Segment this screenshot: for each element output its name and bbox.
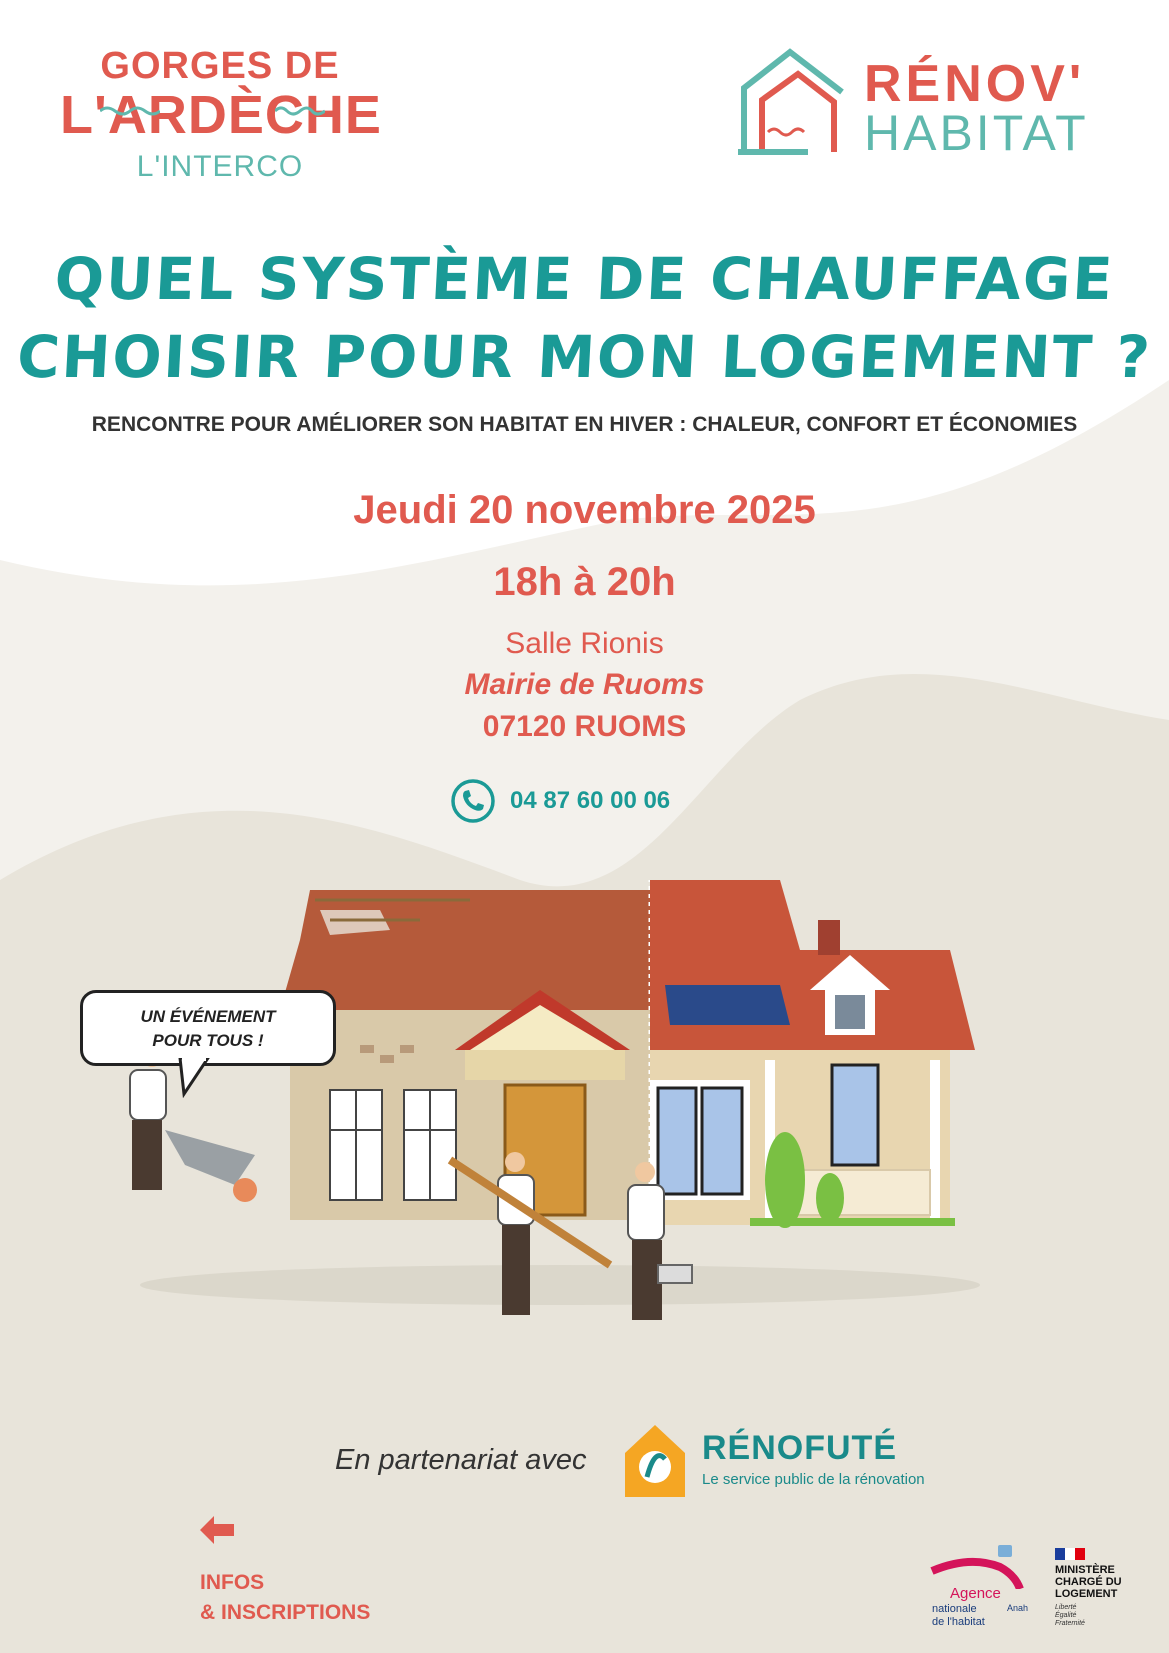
bubble-line2: POUR TOUS ! <box>152 1031 264 1050</box>
anah-swoosh-icon <box>930 1545 1030 1589</box>
ministry-name: MINISTÈRE CHARGÉ DU LOGEMENT <box>1055 1564 1122 1600</box>
anah-sub <box>932 1603 985 1629</box>
logo-left-line2 <box>60 87 380 143</box>
renov-habitat-logo <box>738 46 1108 161</box>
renofute-logo[interactable] <box>625 1425 925 1505</box>
ministry-logo <box>1055 1548 1165 1628</box>
phone-contact[interactable] <box>450 778 670 824</box>
logo-right-line1: RÉNOV' <box>864 55 1086 113</box>
anah-sub1: nationale <box>932 1603 977 1615</box>
infos-link[interactable] <box>200 1568 370 1628</box>
renofute-tagline: Le service public de la rénovation <box>702 1471 925 1488</box>
event-date: Jeudi 20 novembre 2025 <box>353 488 816 532</box>
page-subtitle: RENCONTRE POUR AMÉLIORER SON HABITAT EN HIVER : CHALEUR, CONFORT ET ÉCONOMIES <box>91 413 1078 436</box>
motto-1: Liberté <box>1055 1604 1077 1611</box>
motto-2: Égalité <box>1055 1612 1077 1619</box>
speech-bubble <box>80 990 336 1066</box>
event-time: 18h à 20h <box>493 560 676 604</box>
phone-number[interactable]: 04 87 60 00 06 <box>510 787 671 814</box>
renofute-house-icon <box>625 1425 685 1497</box>
motto-3: Fraternité <box>1055 1620 1085 1627</box>
interco-logo <box>60 45 380 187</box>
phone-icon <box>450 778 496 824</box>
partner-text: En partenariat avec <box>335 1444 587 1476</box>
wave-icon <box>100 105 160 117</box>
anah-short: Anah <box>1007 1603 1029 1613</box>
house-icon <box>738 46 848 158</box>
event-city: 07120 RUOMS <box>482 710 687 743</box>
bubble-tail <box>178 1058 218 1098</box>
logo-left-line2-text: L'ARDÈCHE <box>60 85 382 145</box>
event-venue: Salle Rionis <box>505 627 664 660</box>
title-line2: CHOISIR POUR MON LOGEMENT ? <box>15 323 1154 391</box>
wave-icon <box>275 105 325 117</box>
anah-name: Agence <box>950 1585 1001 1602</box>
infos-line2[interactable]: & INSCRIPTIONS <box>200 1601 371 1624</box>
flag-icon <box>1055 1548 1085 1560</box>
title-line1: QUEL SYSTÈME DE CHAUFFAGE <box>53 245 1116 313</box>
event-building: Mairie de Ruoms <box>464 668 705 701</box>
anah-sub2: de l'habitat <box>932 1616 985 1628</box>
renovation-illustration <box>90 880 1030 1400</box>
anah-logo <box>930 1545 1030 1635</box>
ministry-motto <box>1055 1604 1165 1628</box>
bubble-line1: UN ÉVÉNEMENT <box>140 1007 276 1026</box>
logo-left-line1: GORGES DE <box>100 45 340 87</box>
infos-line1[interactable]: INFOS <box>200 1571 265 1594</box>
renofute-name: RÉNOFUTÉ <box>702 1429 897 1467</box>
logo-left-line3: L'INTERCO <box>136 150 304 183</box>
logo-right-line2: HABITAT <box>864 105 1089 161</box>
page-title <box>0 240 1169 396</box>
arrow-left-icon <box>200 1516 234 1544</box>
